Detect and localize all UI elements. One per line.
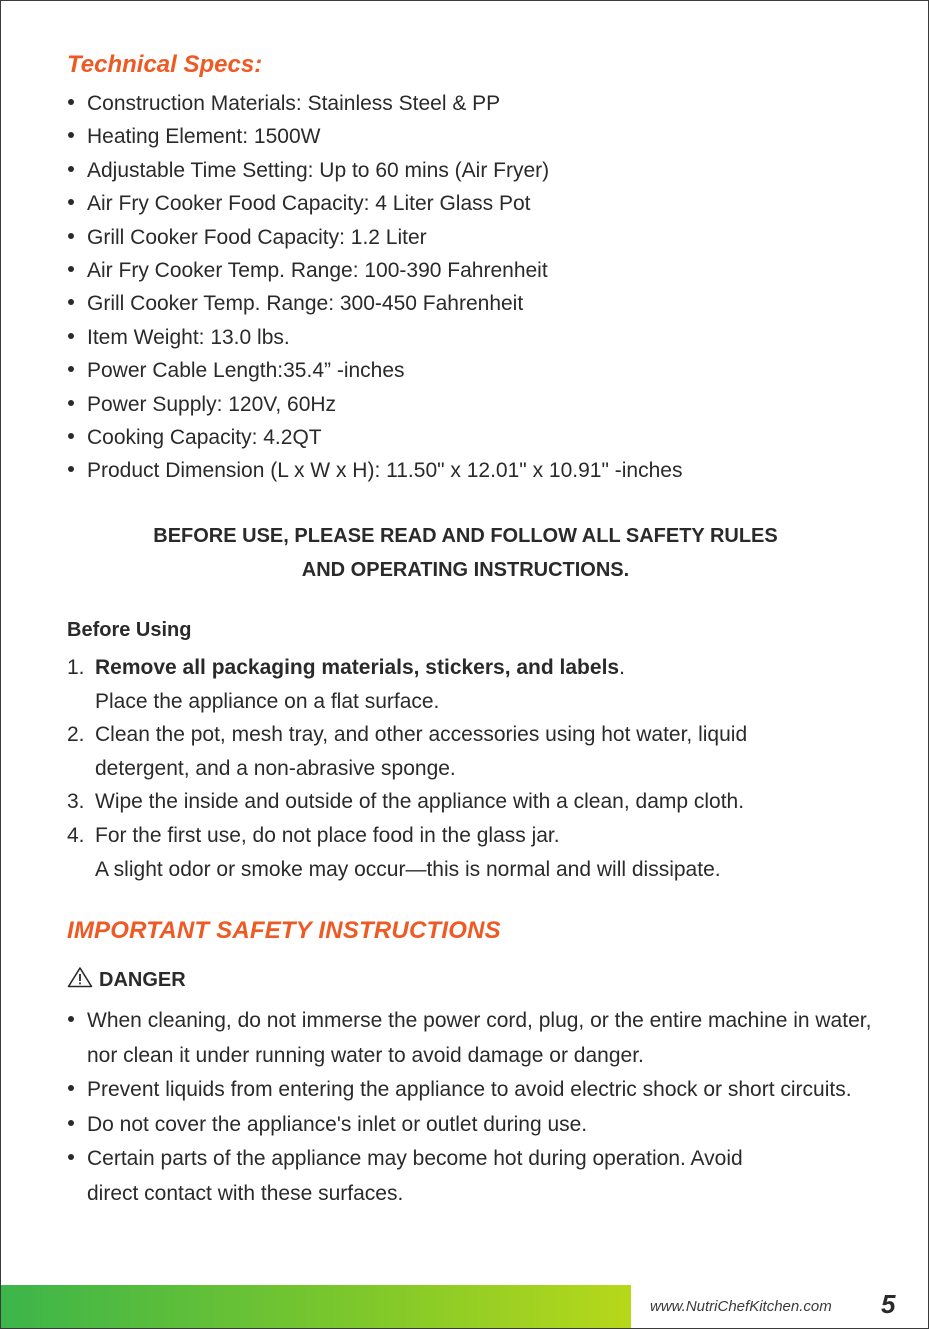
important-safety-title: IMPORTANT SAFETY INSTRUCTIONS bbox=[67, 917, 501, 944]
danger-item: Do not cover the appliance's inlet or outlet during use. bbox=[67, 1108, 887, 1143]
technical-specs-title: Technical Specs: bbox=[67, 51, 263, 78]
step-line: Wipe the inside and outside of the appliance with a clean, damp cloth. bbox=[95, 790, 745, 814]
danger-label: DANGER bbox=[99, 968, 186, 991]
spec-item: Grill Cooker Temp. Range: 300-450 Fahrenheit bbox=[67, 287, 682, 320]
safety-notice-line-2: AND OPERATING INSTRUCTIONS. bbox=[301, 559, 630, 581]
spec-item: Air Fry Cooker Temp. Range: 100-390 Fahrenheit bbox=[67, 254, 682, 287]
danger-item: When cleaning, do not immerse the power cord, plug, or the entire machine in water, nor clean it under running water to avoid damage or danger. bbox=[67, 1004, 887, 1073]
step-bold-text: Remove all packaging materials, stickers, and labels bbox=[95, 656, 620, 679]
step-number: 4. bbox=[67, 823, 85, 847]
step-line: Clean the pot, mesh tray, and other accessories using hot water, liquid bbox=[95, 723, 748, 747]
step-number: 1. bbox=[67, 656, 85, 679]
spec-item: Power Cable Length:35.4” -inches bbox=[67, 354, 682, 387]
spec-item: Power Supply: 120V, 60Hz bbox=[67, 388, 682, 421]
step-item bbox=[67, 718, 887, 785]
step-line: detergent, and a non-abrasive sponge. bbox=[95, 756, 456, 780]
spec-item: Air Fry Cooker Food Capacity: 4 Liter Glass Pot bbox=[67, 187, 682, 220]
spec-item: Item Weight: 13.0 lbs. bbox=[67, 321, 682, 354]
danger-item: Certain parts of the appliance may become hot during operation. Avoid direct contact with these surfaces. bbox=[67, 1142, 787, 1211]
spec-item: Construction Materials: Stainless Steel & PP bbox=[67, 87, 682, 120]
spec-item: Heating Element: 1500W bbox=[67, 120, 682, 153]
step-item bbox=[67, 785, 887, 819]
step-text: . bbox=[619, 656, 625, 679]
step-item bbox=[67, 819, 887, 886]
step-line: For the first use, do not place food in the glass jar. bbox=[95, 823, 560, 847]
before-using-title: Before Using bbox=[67, 619, 192, 641]
spec-item: Adjustable Time Setting: Up to 60 mins (Air Fryer) bbox=[67, 154, 682, 187]
technical-specs-list bbox=[67, 87, 682, 488]
before-using-steps bbox=[67, 651, 887, 886]
page-number: 5 bbox=[881, 1289, 896, 1319]
safety-notice bbox=[1, 519, 929, 587]
step-line: A slight odor or smoke may occur—this is normal and will dissipate. bbox=[95, 857, 721, 881]
step-number: 3. bbox=[67, 790, 85, 814]
danger-heading bbox=[67, 966, 186, 994]
danger-item: Prevent liquids from entering the appliance to avoid electric shock or short circuits. bbox=[67, 1073, 887, 1108]
warning-triangle-icon bbox=[67, 966, 99, 994]
spec-item: Product Dimension (L x W x H): 11.50" x 12.01" x 10.91" -inches bbox=[67, 454, 682, 487]
spec-item: Grill Cooker Food Capacity: 1.2 Liter bbox=[67, 221, 682, 254]
step-item bbox=[67, 651, 887, 718]
spec-item: Cooking Capacity: 4.2QT bbox=[67, 421, 682, 454]
safety-notice-line-1: BEFORE USE, PLEASE READ AND FOLLOW ALL SAFETY RULES bbox=[153, 525, 778, 547]
website-link[interactable]: www.NutriChefKitchen.com bbox=[650, 1298, 832, 1315]
step-line: Place the appliance on a flat surface. bbox=[95, 689, 440, 713]
danger-list bbox=[67, 1004, 887, 1211]
step-number: 2. bbox=[67, 723, 85, 747]
footer-green-bar bbox=[1, 1285, 631, 1329]
step-line bbox=[95, 651, 887, 685]
